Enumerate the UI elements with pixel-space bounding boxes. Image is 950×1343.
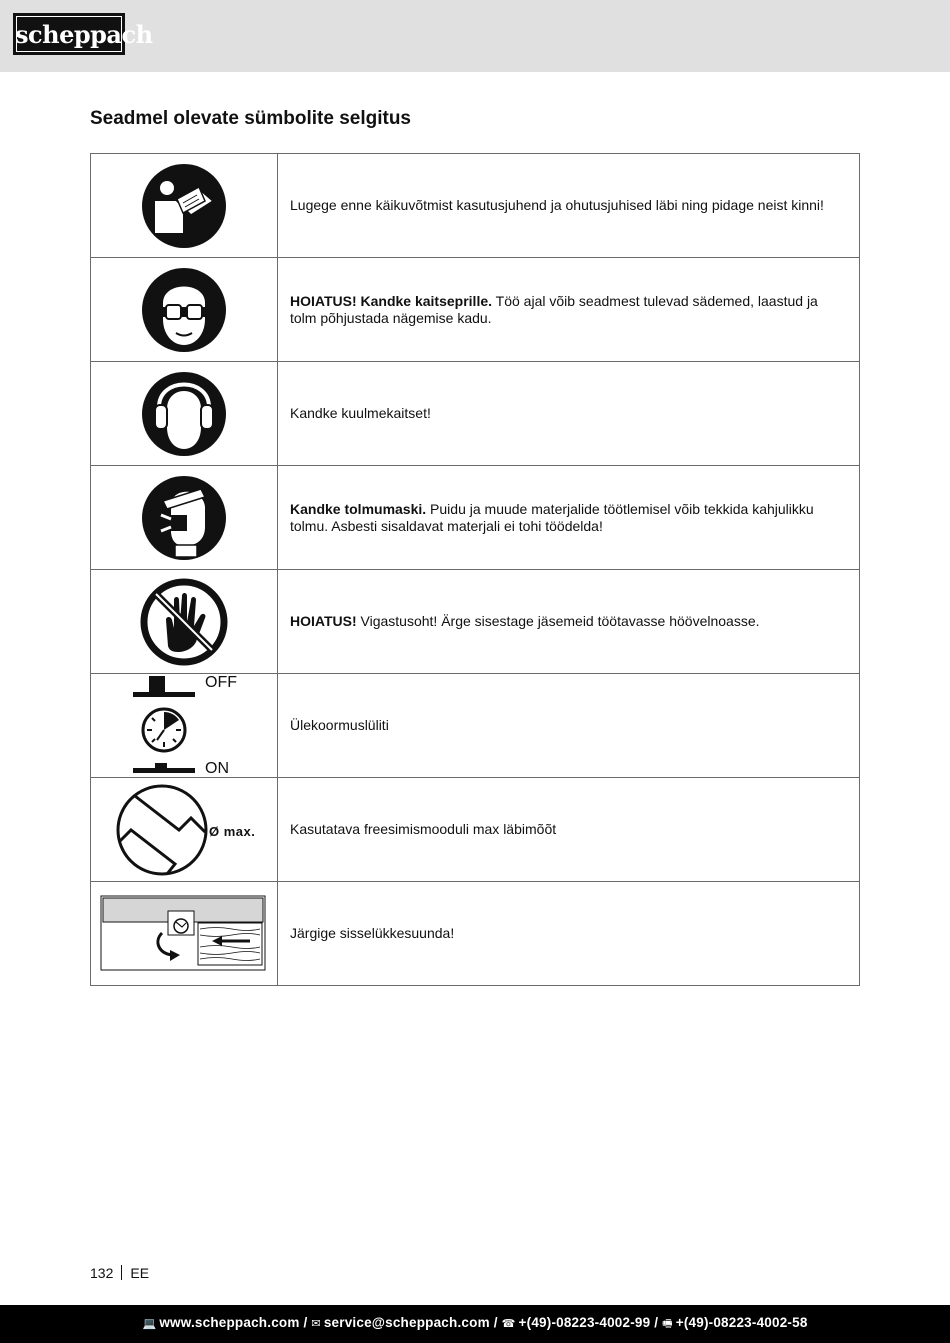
overload-switch-icon <box>91 674 277 777</box>
scheppach-logo[interactable]: scheppach <box>13 13 125 55</box>
language-code: EE <box>130 1265 150 1281</box>
computer-icon: 💻 <box>142 1318 157 1330</box>
warning-bold-text: HOIATUS! <box>290 613 357 629</box>
symbol-description <box>278 570 860 674</box>
warning-bold-text: HOIATUS! Kandke kaitseprille. <box>290 292 493 309</box>
description-text: Järgige sisselükkesuunda! <box>290 925 455 941</box>
safety-goggles-icon <box>141 267 227 353</box>
max-diameter-label: Ø max. <box>209 824 256 839</box>
table-row <box>91 258 860 362</box>
icon-cell <box>91 674 278 778</box>
phone-number: +(49)-08223-4002-99 / <box>518 1315 659 1330</box>
table-row <box>91 362 860 466</box>
symbol-description <box>278 674 860 778</box>
table-row <box>91 154 860 258</box>
table-row <box>91 778 860 882</box>
switch-on-label: ON <box>205 760 229 777</box>
description-text: Lugege enne käikuvõtmist kasutusjuhend ja ohutusjuhised läbi ning pidage neist kinni! <box>290 197 824 213</box>
description-text: Puidu ja muude materjalide töötlemisel võib tekkida kahjulikku tolmu. Asbesti sisaldavat materjali ei tohi töödelda! <box>290 500 814 534</box>
feed-direction-icon <box>100 895 268 973</box>
email-link[interactable]: service@scheppach.com / <box>323 1315 498 1330</box>
description-text: Kasutatava freesimismooduli max läbimõõt <box>290 821 557 837</box>
description-text: Kandke kuulmekaitset! <box>290 405 431 421</box>
page-title: Seadmel olevate sümbolite selgitus <box>90 108 411 129</box>
symbol-description <box>278 778 860 882</box>
symbol-description <box>278 466 860 570</box>
table-row <box>91 570 860 674</box>
table-row <box>91 882 860 986</box>
symbol-description <box>278 154 860 258</box>
icon-cell <box>91 258 278 362</box>
contact-line <box>0 1305 950 1342</box>
fax-icon: 🖷 <box>662 1318 673 1330</box>
ear-protection-icon <box>141 371 227 457</box>
icon-cell <box>91 362 278 466</box>
icon-cell <box>91 570 278 674</box>
description-text: Ülekoormuslüliti <box>290 717 389 733</box>
icon-cell <box>91 466 278 570</box>
table-row <box>91 674 860 778</box>
page-number-value: 132 <box>90 1265 114 1281</box>
footer-bar <box>0 1305 950 1343</box>
switch-off-label: OFF <box>205 674 237 691</box>
icon-cell <box>91 882 278 986</box>
page-number <box>90 1265 149 1281</box>
table-row <box>91 466 860 570</box>
symbols-table <box>90 153 860 986</box>
divider <box>121 1265 122 1280</box>
symbol-description <box>278 882 860 986</box>
symbol-description <box>278 362 860 466</box>
phone-icon: ☎ <box>501 1318 516 1330</box>
read-manual-icon <box>141 163 227 249</box>
header-band <box>0 0 950 72</box>
icon-cell <box>91 154 278 258</box>
description-text: Töö ajal võib seadmest tulevad sädemed, laastud ja tolm põhjustada nägemise kadu. <box>290 292 818 326</box>
fax-number: +(49)-08223-4002-58 <box>675 1315 808 1330</box>
mail-icon: ✉ <box>311 1318 321 1330</box>
warning-bold-text: Kandke tolmumaski. <box>290 500 427 517</box>
website-link[interactable]: www.scheppach.com / <box>159 1315 308 1330</box>
icon-cell <box>91 778 278 882</box>
no-hands-icon <box>138 576 230 668</box>
dust-mask-icon <box>141 475 227 561</box>
symbol-description <box>278 258 860 362</box>
description-text: Vigastusoht! Ärge sisestage jäsemeid töötavasse höövelnoasse. <box>356 613 760 629</box>
